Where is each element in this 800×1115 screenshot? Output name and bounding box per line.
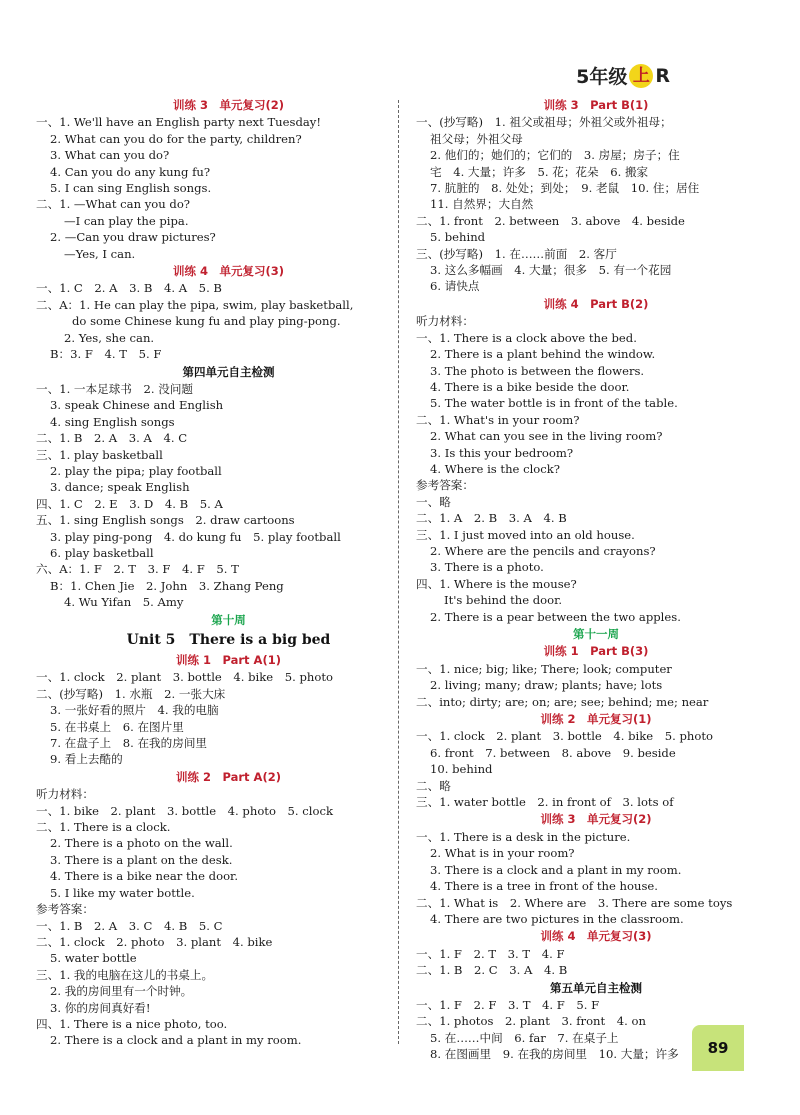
answer-line: 一、1. F 2. F 3. T 4. F 5. F [416,997,600,1012]
grade-label: 5年级 [576,66,628,88]
answer-line: 11. 自然界；大自然 [430,197,534,212]
answer-line: 三、1. 我的电脑在这儿的书桌上。 [36,967,214,982]
answer-line: 四、1. Where is the mouse? [416,576,577,591]
answer-line: 一、1. C 2. A 3. B 4. A 5. B [36,281,222,296]
answer-line: 3. The photo is between the flowers. [430,363,645,378]
answer-line: 二、1. —What can you do? [36,197,191,212]
section-heading: 训练 3 单元复习(2) [540,812,652,827]
answer-line: 2. living; many; draw; plants; have; lots [430,678,663,693]
answer-line: 一、1. We'll have an English party next Tuesday! [36,115,321,130]
answer-line: 2. play the pipa; play football [50,463,222,478]
answer-line: 4. Can you do any kung fu? [50,164,211,179]
section-heading: Unit 5 There is a big bed [126,632,331,648]
answer-line: 2. There is a clock and a plant in my room. [50,1033,302,1048]
answer-line: 3. 你的房间真好看! [50,1000,151,1015]
right-column [416,96,776,1063]
section-heading: 第十一周 [573,627,619,641]
answer-line: —I can play the pipa. [64,213,189,228]
answer-line: 6. play basketball [50,545,154,560]
answer-line: 二、A：1. He can play the pipa, swim, play basketball, [36,297,354,312]
answer-line: 2. 我的房间里有一个时钟。 [50,984,193,999]
answer-line: 2. What can you do for the party, children? [50,131,302,146]
answer-line: 3. 一张好看的照片 4. 我的电脑 [50,703,219,718]
answer-line: 4. sing English songs [50,414,175,429]
answer-line: 7. 肮脏的 8. 处处；到处； 9. 老鼠 10. 住；居住 [430,181,700,196]
answer-line: 二、1. clock 2. photo 3. plant 4. bike [36,934,273,949]
answer-line: 2. There is a photo on the wall. [50,836,233,851]
edition-label: R [655,64,670,87]
answer-line: 宅 4. 大量；许多 5. 花；花朵 6. 搬家 [430,164,649,179]
answer-line: 一、1. clock 2. plant 3. bottle 4. bike 5. photo [416,729,713,744]
answer-line: 一、1. nice; big; like; There; look; computer [416,661,672,676]
answer-line: 祖父母；外祖父母 [430,131,523,146]
answer-line: 4. There is a tree in front of the house. [430,879,658,894]
answer-line: 3. There is a plant on the desk. [50,852,233,867]
answer-line: —Yes, I can. [64,246,136,261]
answer-line: 4. Where is the clock? [430,461,561,476]
answer-line: 听力材料： [416,314,474,329]
answer-line: 二、1. What's in your room? [416,412,580,427]
answer-line: 二、1. There is a clock. [36,820,171,835]
answer-line: 三、1. water bottle 2. in front of 3. lots of [416,795,674,810]
answer-line: 听力材料： [36,787,94,802]
answer-line: 6. front 7. between 8. above 9. beside [430,745,676,760]
answer-line: 4. There are two pictures in the classroom. [430,911,684,926]
answer-line: 二、(抄写略) 1. 水瓶 2. 一张大床 [36,686,226,701]
answer-line: 三、1. play basketball [36,447,163,462]
answer-line: 5. 在……中间 6. far 7. 在桌子上 [430,1030,619,1045]
answer-line: 3. There is a photo. [430,560,544,575]
section-heading: 训练 2 单元复习(1) [540,712,652,727]
answer-line: 7. 在盘子上 8. 在我的房间里 [50,736,208,751]
answer-line: 一、1. bike 2. plant 3. bottle 4. photo 5. clock [36,803,333,818]
answer-line: B：1. Chen Jie 2. John 3. Zhang Peng [50,578,284,593]
answer-line: 二、1. What is 2. Where are 3. There are some toys [416,895,733,910]
answer-line: 10. behind [430,762,493,777]
answer-line: 四、1. There is a nice photo, too. [36,1016,228,1031]
answer-line: 参考答案： [416,478,474,493]
section-heading: 训练 3 Part B(1) [543,98,649,112]
answer-line: 5. I like my water bottle. [50,885,195,900]
answer-line: 二、1. B 2. C 3. A 4. B [416,963,568,978]
section-heading: 训练 1 Part A(1) [176,653,281,667]
section-heading: 训练 3 单元复习(2) [172,98,285,112]
answer-line: 5. water bottle [50,951,137,966]
answer-line: 一、1. B 2. A 3. C 4. B 5. C [36,918,223,933]
answer-line: 2. There is a pear between the two apples. [430,609,681,624]
page-header [576,62,670,89]
answer-line: 4. There is a bike near the door. [50,869,239,884]
section-heading: 第四单元自主检测 [182,364,275,379]
answer-line: 4. Wu Yifan 5. Amy [64,595,184,610]
answer-line: 3. Is this your bedroom? [430,445,574,460]
left-column [36,96,421,1049]
answer-line: 3. dance; speak English [50,480,190,495]
answer-line: 2. What can you see in the living room? [430,429,663,444]
section-heading: 训练 1 Part B(3) [543,644,649,659]
answer-line: 一、1. 一本足球书 2. 没问题 [36,381,194,396]
answer-line: 六、A：1. F 2. T 3. F 4. F 5. T [36,562,239,577]
section-heading: 训练 4 单元复习(3) [172,264,285,279]
section-heading: 训练 4 单元复习(3) [540,929,652,944]
answer-line: 4. There is a bike beside the door. [430,379,630,394]
answer-line: 3. What can you do? [50,148,170,163]
answer-line: 二、into; dirty; are; on; are; see; behind; me; near [416,694,709,709]
answer-line: 2. 他们的；她们的；它们的 3. 房屋；房子；住 [430,148,680,163]
answer-line: 一、1. clock 2. plant 3. bottle 4. bike 5. photo [36,670,333,685]
answer-line: 参考答案： [36,902,94,917]
section-heading: 训练 4 Part B(2) [543,296,649,311]
answer-line: 8. 在图画里 9. 在我的房间里 10. 大量；许多 [430,1047,679,1062]
answer-line: 二、1. A 2. B 3. A 4. B [416,511,567,526]
answer-line: 五、1. sing English songs 2. draw cartoons [36,513,295,528]
answer-line: 5. 在书桌上 6. 在图片里 [50,719,184,734]
answer-line: 一、略 [416,494,451,509]
answer-line: 三、(抄写略) 1. 在……前面 2. 客厅 [416,246,617,261]
answer-line: 3. speak Chinese and English [50,398,224,413]
answer-line: 二、1. B 2. A 3. A 4. C [36,431,188,446]
answer-line: 3. 这么多幅画 4. 大量；很多 5. 有一个花园 [430,263,672,278]
answer-line: 6. 请快点 [430,279,480,294]
answer-line: 一、(抄写略) 1. 祖父或祖母；外祖父或外祖母； [416,115,672,130]
answer-line: 四、1. C 2. E 3. D 4. B 5. A [36,496,223,511]
term-badge: 上 [629,64,653,88]
answer-line: B：3. F 4. T 5. F [50,347,162,362]
section-heading: 第十周 [211,612,246,627]
answer-line: 5. I can sing English songs. [50,181,212,196]
answer-line: It's behind the door. [444,593,563,608]
answer-line: 二、1. photos 2. plant 3. front 4. on [416,1014,646,1029]
answer-line: 5. behind [430,230,486,245]
section-heading: 第五单元自主检测 [550,980,642,995]
answer-line: 一、1. F 2. T 3. T 4. F [416,946,565,961]
answer-line: 三、1. I just moved into an old house. [416,527,635,542]
answer-line: do some Chinese kung fu and play ping-pong. [72,314,341,329]
answer-line: 二、1. front 2. between 3. above 4. beside [416,213,685,228]
answer-line: 二、略 [416,778,451,793]
answer-line: 2. Yes, she can. [64,330,155,345]
answer-line: 一、1. There is a clock above the bed. [416,330,637,345]
answer-line: 一、1. There is a desk in the picture. [416,829,631,844]
answer-line: 2. —Can you draw pictures? [50,230,216,245]
section-heading: 训练 2 Part A(2) [176,769,281,784]
answer-line: 5. The water bottle is in front of the table. [430,396,678,411]
answer-line: 9. 看上去酷的 [50,752,123,767]
page-number: 89 [692,1025,744,1071]
answer-line: 2. Where are the pencils and crayons? [430,543,656,558]
answer-line: 3. There is a clock and a plant in my room. [430,862,682,877]
answer-line: 2. What is in your room? [430,846,575,861]
answer-line: 2. There is a plant behind the window. [430,347,656,362]
answer-line: 3. play ping-pong 4. do kung fu 5. play football [50,529,341,544]
